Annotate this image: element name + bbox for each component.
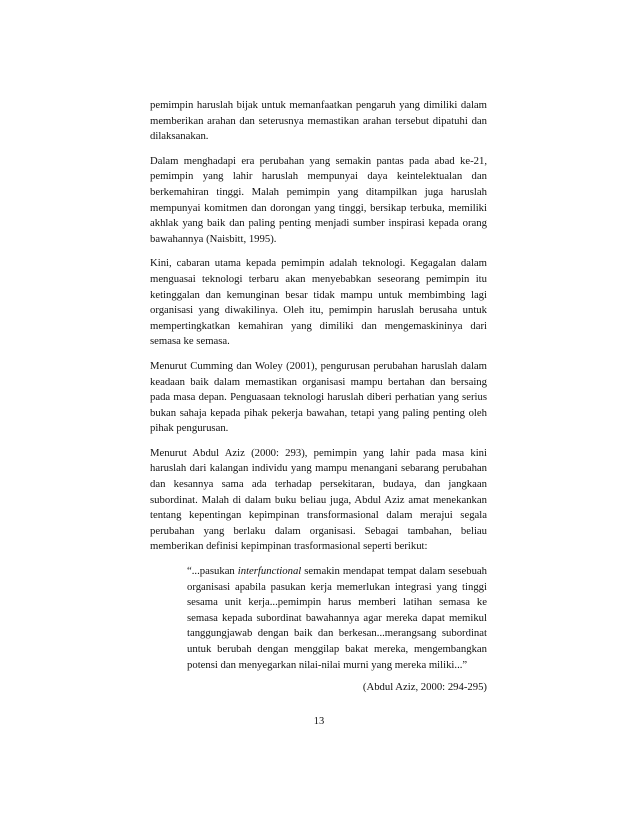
paragraph-3: Kini, cabaran utama kepada pemimpin adalah teknologi. Kegagalan dalam menguasai teknologi terbaru akan menyebabkan seseorang pemimpin itu ketinggalan dan kemunginan besar tidak mampu untuk membimbing lagi organisasi yang diwakilinya. Oleh itu, pemimpin haruslah berusaha untuk mempertingkatkan kemahiran yang dimiliki dan mengemaskininya dari semasa ke semasa.: [150, 257, 487, 348]
quote-citation: (Abdul Aziz, 2000: 294-295): [362, 681, 487, 694]
block-quote: [187, 564, 487, 696]
paragraph-1: pemimpin haruslah bijak untuk memanfaatkan pengaruh yang dimiliki dalam memberikan arahan dan seterusnya memastikan arahan tersebut dipatuhi dan dilaksanakan.: [150, 99, 487, 143]
page-number: 13: [313, 716, 325, 727]
paragraph-4: Menurut Cumming dan Woley (2001), pengurusan perubahan haruslah dalam keadaan baik dalam memastikan organisasi mampu bertahan dan bersaing pada masa depan. Penguasaan teknologi haruslah diberi perhatian yang serius bukan sahaja kepada pihak pekerja bawahan, tetapi yang paling penting oleh pihak pengurusan.: [150, 359, 487, 435]
quote-italic-term: interfunctional: [237, 565, 302, 578]
quote-text-before: “...pasukan: [187, 565, 238, 578]
document-body: [150, 98, 487, 696]
block-quote-text: [187, 564, 487, 673]
paragraph-5: Menurut Abdul Aziz (2000: 293), pemimpin yang lahir pada masa kini haruslah dari kalangan individu yang mampu menangani sebarang perubahan dan kesannya sama ada terhadap persekitaran, budaya, dan jangkaan subordinat. Malah di dalam buku beliau juga, Abdul Aziz amat menekankan tentang kepentingan kepimpinan transformasional dalam merajui segala perubahan yang berlaku dalam organisasi. Sebagai tambahan, beliau memberikan definisi kepimpinan trasformasional seperti berikut:: [150, 446, 487, 553]
quote-text-after: semakin mendapat tempat dalam sesebuah organisasi apabila pasukan kerja memerlukan integrasi yang tinggi sesama unit kerja...pemimpin harus memberi latihan semasa ke semasa kepada subordinat bawahannya agar mereka dapat memikul tanggungjawab dengan baik dan berkesan...merangsang subordinat untuk berubah dengan menggilap bakat mereka, mengembangkan potensi dan menyegarkan nilai-nilai murni yang mereka miliki...”: [187, 565, 488, 671]
paragraph-2: Dalam menghadapi era perubahan yang semakin pantas pada abad ke-21, pemimpin yang lahir haruslah mempunyai daya keintelektualan dan berkemahiran tinggi. Malah pemimpin yang ditampilkan juga haruslah mempunyai komitmen dan dorongan yang tinggi, bersikap terbuka, memiliki akhlak yang baik dan paling penting menjadi sumber inspirasi kepada orang bawahannya (Naisbitt, 1995).: [150, 154, 487, 245]
